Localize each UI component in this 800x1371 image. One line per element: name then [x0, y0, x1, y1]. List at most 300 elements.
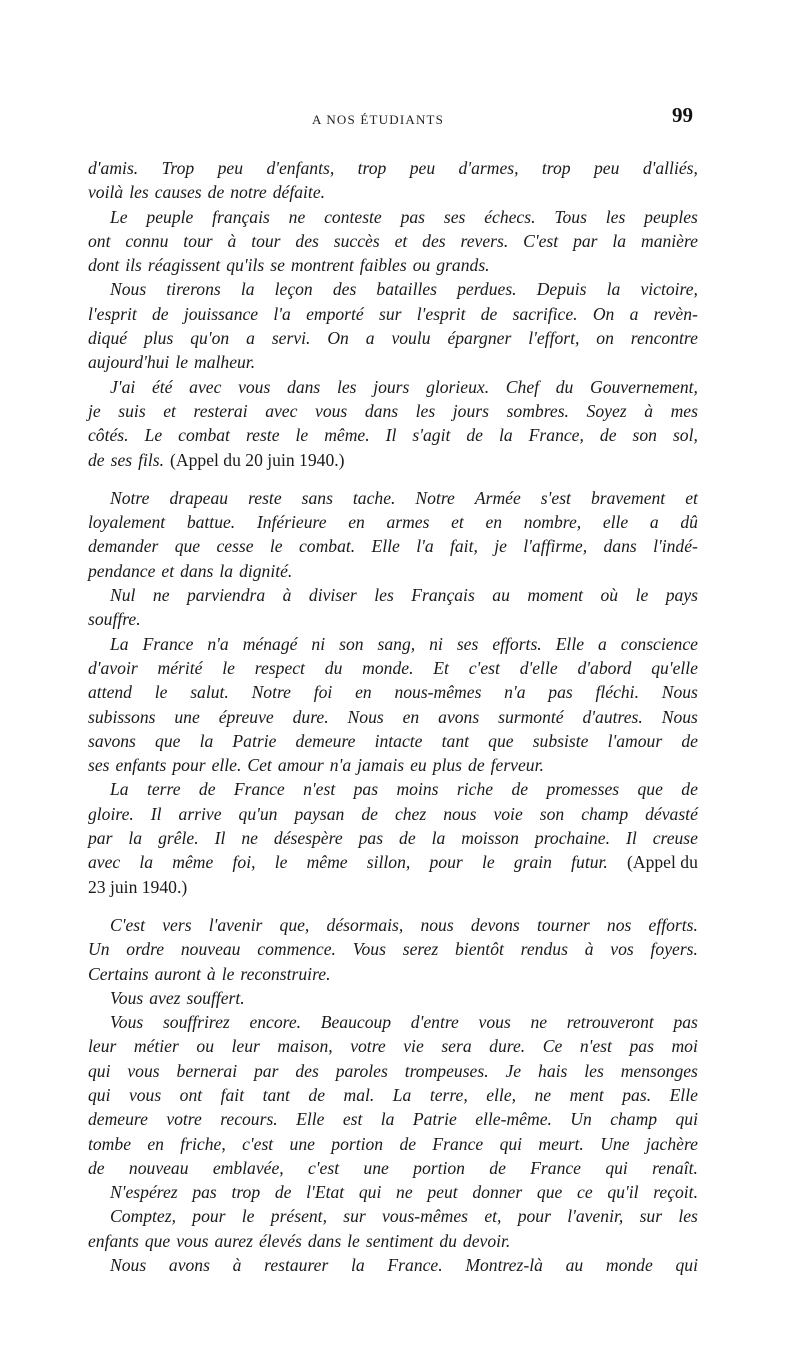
word: je — [494, 536, 507, 557]
word: prochaine. — [534, 828, 610, 849]
word: de — [399, 828, 416, 849]
word: pour — [172, 755, 206, 776]
word: désespère — [273, 828, 343, 849]
word: conscience — [620, 633, 698, 654]
word: voulu — [391, 328, 431, 349]
word: portion — [413, 1157, 465, 1178]
word: pas — [358, 828, 384, 849]
word: emblavée, — [212, 1157, 284, 1178]
citation: (Appel du 20 juin 1940.) — [170, 449, 345, 470]
word: terre — [146, 779, 181, 800]
word: votre — [166, 1109, 202, 1130]
word: efforts. — [648, 914, 698, 935]
word: La — [110, 633, 129, 654]
word: ni — [311, 633, 326, 654]
word: fils. — [138, 449, 165, 470]
word: l'a — [416, 536, 434, 557]
word: demander — [88, 536, 159, 557]
word: perdues. — [457, 279, 517, 300]
word: batailles — [376, 279, 438, 300]
text-line — [88, 1083, 698, 1107]
word: elle, — [486, 1084, 517, 1105]
word: l'indé- — [653, 536, 698, 557]
word: devons — [470, 914, 520, 935]
word: mensonges — [620, 1060, 698, 1081]
word: échecs. — [484, 206, 536, 227]
word: connu — [125, 230, 169, 251]
word: de — [308, 1084, 326, 1105]
word: arrive — [178, 803, 222, 824]
text-line — [88, 448, 698, 472]
text-line — [88, 510, 698, 534]
word: foi — [313, 682, 333, 703]
word: nombre, — [523, 512, 582, 533]
word: revèn- — [653, 303, 698, 324]
word: souffrirez — [162, 1012, 230, 1033]
word: J'ai — [110, 376, 136, 397]
body-text — [88, 156, 698, 1277]
word: et, — [484, 1206, 502, 1227]
word: a — [649, 512, 659, 533]
word: ont — [88, 230, 111, 251]
word: sur — [639, 1206, 663, 1227]
word: malheur. — [194, 352, 256, 373]
word: ne — [288, 206, 306, 227]
word: cesse — [216, 536, 254, 557]
word: sang, — [377, 633, 416, 654]
word: l'esprit — [88, 303, 137, 324]
word: foyers. — [650, 939, 698, 960]
word: tombe — [88, 1133, 131, 1154]
word: je — [88, 400, 101, 421]
word: d'enfants, — [266, 158, 335, 178]
word: sentiment — [365, 1230, 434, 1251]
word: combat — [178, 425, 230, 446]
word: des — [422, 230, 446, 251]
word: ils — [125, 255, 142, 276]
word: le — [269, 536, 283, 557]
word: du — [324, 657, 343, 678]
word: le — [154, 682, 168, 703]
word: c'est — [468, 657, 500, 678]
word: par — [88, 828, 113, 849]
word: d'autres. — [582, 706, 643, 727]
word: reste — [245, 425, 280, 446]
word: conteste — [324, 206, 382, 227]
word: chez — [394, 803, 427, 824]
word: avec — [265, 400, 298, 421]
word: demeure — [295, 730, 356, 751]
word: une — [363, 1157, 389, 1178]
word: même — [306, 852, 348, 873]
word: tour — [251, 230, 281, 251]
word: de — [681, 730, 698, 751]
word: les — [605, 206, 626, 227]
word: nouveau — [180, 939, 241, 960]
text-line — [88, 826, 698, 850]
text-line — [88, 986, 698, 1010]
word: jouissance — [183, 303, 259, 324]
word: la — [199, 730, 214, 751]
word: l'avenir, — [567, 1206, 624, 1227]
word: maison, — [277, 1036, 333, 1057]
word: pas — [673, 1012, 698, 1033]
word: son — [632, 425, 657, 446]
word: Nous — [347, 706, 384, 727]
word: que — [488, 730, 514, 751]
word: loyalement — [88, 512, 166, 533]
word: On — [327, 328, 349, 349]
word: une — [174, 706, 200, 727]
word: Nous — [661, 706, 698, 727]
word: de — [361, 803, 378, 824]
word: avons — [438, 706, 480, 727]
word: dont — [88, 255, 120, 276]
word: et — [685, 487, 698, 508]
word: peuples — [644, 206, 698, 227]
text-line — [88, 1180, 698, 1204]
text-line — [88, 962, 698, 986]
text-line — [88, 302, 698, 326]
word: grain — [513, 852, 552, 873]
word: recours. — [220, 1109, 278, 1130]
text-line — [88, 1010, 698, 1034]
word: Patrie — [232, 730, 277, 751]
text-line — [88, 229, 698, 253]
word: votre — [350, 1036, 386, 1057]
word: Un — [570, 1109, 592, 1130]
citation: (Appel du — [627, 852, 698, 873]
word: Inférieure — [256, 512, 327, 533]
word: la — [128, 828, 143, 849]
text-line — [88, 607, 698, 631]
word: moi — [671, 1036, 698, 1057]
word: ne — [396, 1182, 413, 1203]
word: d'elle — [519, 657, 558, 678]
word: emporté — [306, 303, 364, 324]
word: plus — [432, 755, 463, 776]
word: même — [172, 852, 214, 873]
word: la — [431, 828, 446, 849]
word: monde. — [362, 657, 414, 678]
word: pour — [517, 1206, 551, 1227]
word: les — [336, 376, 357, 397]
word: jours — [373, 376, 410, 397]
word: peuple — [146, 206, 194, 227]
word: sol, — [672, 425, 698, 446]
word: France — [233, 779, 285, 800]
word: tant — [262, 1084, 290, 1105]
word: trop — [541, 158, 571, 178]
word: causes — [154, 182, 202, 203]
word: ment — [569, 1084, 604, 1105]
word: restaurer — [264, 1255, 329, 1276]
word: l'amour — [607, 730, 663, 751]
word: d'abord — [577, 657, 632, 678]
word: sur — [378, 303, 402, 324]
citation: 23 juin 1940.) — [88, 876, 188, 897]
word: pas — [353, 779, 379, 800]
word: de — [198, 779, 216, 800]
word: dû — [680, 512, 698, 533]
word: élevés — [258, 1230, 302, 1251]
word: demeure — [88, 1109, 148, 1130]
word: Trop — [161, 158, 195, 178]
word: en — [485, 512, 503, 533]
word: futur. — [571, 852, 608, 873]
word: plus — [144, 328, 174, 349]
word: reconstruire. — [240, 963, 331, 984]
word: vous — [176, 1230, 209, 1251]
word: n'a — [329, 755, 352, 776]
word: ne — [241, 828, 258, 849]
word: Nous — [110, 1255, 147, 1276]
word: ne — [534, 1084, 552, 1105]
word: ses — [88, 755, 110, 776]
word: N'espérez — [110, 1182, 178, 1203]
word: ménagé — [242, 633, 298, 654]
text-line — [88, 534, 698, 558]
word: pas — [400, 206, 426, 227]
word: qu'il — [607, 1182, 639, 1203]
word: et — [451, 512, 464, 533]
word: de — [511, 779, 529, 800]
word: moment — [527, 585, 584, 606]
word: subissons — [88, 706, 156, 727]
word: avec — [88, 852, 121, 873]
word: ses — [456, 633, 479, 654]
word: tache. — [352, 487, 396, 508]
word: hais — [538, 1060, 568, 1081]
word: Il — [150, 803, 162, 824]
word: attend — [88, 682, 132, 703]
word: peut — [427, 1182, 458, 1203]
word: meurt. — [538, 1133, 584, 1154]
text-line — [88, 1204, 698, 1228]
word: champ — [581, 803, 629, 824]
text-line — [88, 937, 698, 961]
word: que — [637, 779, 663, 800]
word: l'affirme, — [523, 536, 588, 557]
word: nouveau — [128, 1157, 189, 1178]
word: des — [295, 230, 319, 251]
word: vous — [238, 376, 271, 397]
word: tour — [183, 230, 213, 251]
word: Vous — [352, 939, 386, 960]
text-line — [88, 375, 698, 399]
word: sur — [343, 1206, 366, 1227]
word: son — [539, 803, 565, 824]
word: rendus — [520, 939, 568, 960]
word: en — [355, 682, 372, 703]
word: n'a — [207, 633, 229, 654]
word: Patrie — [412, 1109, 457, 1130]
word: savons — [88, 730, 136, 751]
word: Elle — [296, 1109, 325, 1130]
word: vous — [127, 1060, 160, 1081]
word: français — [212, 206, 270, 227]
word: Certains — [88, 963, 149, 984]
word: et — [163, 400, 176, 421]
word: à — [232, 1255, 242, 1276]
word: la — [612, 230, 627, 251]
text-line — [88, 705, 698, 729]
word: auront — [154, 963, 201, 984]
word: d'amis. — [88, 158, 139, 178]
word: de — [681, 779, 698, 800]
page-number: 99 — [672, 103, 693, 127]
word: dure. — [489, 1036, 526, 1057]
word: du — [439, 1230, 457, 1251]
word: par — [573, 230, 598, 251]
word: creuse — [652, 828, 698, 849]
word: battue. — [186, 512, 236, 533]
text-line — [88, 423, 698, 447]
text-line — [88, 680, 698, 704]
word: victoire, — [640, 279, 698, 300]
word: le — [481, 852, 495, 873]
word: dans — [603, 536, 637, 557]
word: dignité. — [239, 560, 293, 581]
word: voie — [493, 803, 523, 824]
word: notre — [230, 182, 267, 203]
word: le — [274, 852, 288, 873]
word: le — [175, 352, 189, 373]
word: eu — [410, 755, 427, 776]
word: de — [489, 1157, 506, 1178]
word: se — [270, 255, 285, 276]
word: à — [227, 230, 237, 251]
word: épreuve — [218, 706, 274, 727]
word: l'a — [273, 303, 291, 324]
word: Vous — [110, 1012, 144, 1033]
text-line — [88, 277, 698, 301]
word: des — [332, 279, 357, 300]
word: salut. — [190, 682, 229, 703]
word: Depuis — [536, 279, 587, 300]
word: pas — [548, 682, 573, 703]
word: Elle — [555, 633, 585, 654]
word: qui — [88, 1084, 111, 1105]
word: le — [635, 585, 649, 606]
text-line — [88, 913, 698, 937]
word: faibles — [359, 255, 407, 276]
word: France. — [387, 1255, 443, 1276]
word: qui — [675, 1109, 698, 1130]
word: qu'un — [238, 803, 278, 824]
word: ou — [412, 255, 431, 276]
word: respect — [254, 657, 305, 678]
word: c'est — [307, 1157, 340, 1178]
word: en — [402, 706, 420, 727]
word: peu — [217, 158, 244, 178]
word: pas. — [622, 1084, 652, 1105]
word: efforts. — [492, 633, 542, 654]
word: que — [155, 730, 181, 751]
word: fléchi. — [595, 682, 639, 703]
running-head: A NOS ÉTUDIANTS — [312, 112, 445, 127]
word: pas — [192, 1182, 217, 1203]
word: reçoit. — [653, 1182, 698, 1203]
word: a — [246, 328, 255, 349]
word: ordre — [126, 939, 165, 960]
word: qui — [499, 1133, 523, 1154]
word: serez — [402, 939, 439, 960]
word: l'avenir — [208, 914, 263, 935]
word: On — [592, 303, 615, 324]
word: de — [88, 449, 105, 470]
word: jamais — [357, 755, 405, 776]
text-line — [88, 777, 698, 801]
word: avez — [149, 987, 181, 1008]
word: la — [139, 852, 154, 873]
word: trop — [357, 158, 387, 178]
word: tant — [441, 730, 470, 751]
word: le — [241, 1206, 255, 1227]
word: la — [219, 560, 234, 581]
word: C'est — [110, 914, 146, 935]
word: la — [351, 1255, 365, 1276]
word: parviendra — [186, 585, 266, 606]
text-line — [88, 559, 698, 583]
word: par — [254, 1060, 279, 1081]
word: riche — [456, 779, 494, 800]
text-line — [88, 1059, 698, 1083]
word: dure. — [292, 706, 329, 727]
word: Il — [214, 828, 226, 849]
text-line — [88, 802, 698, 826]
word: leçon — [274, 279, 313, 300]
text-line — [88, 632, 698, 656]
word: été — [151, 376, 173, 397]
word: renaît. — [652, 1157, 698, 1178]
word: donner — [472, 1182, 523, 1203]
word: nos — [606, 914, 632, 935]
word: bravement — [590, 487, 666, 508]
word: l'Etat — [306, 1182, 345, 1203]
word: où — [600, 585, 619, 606]
word: intacte — [374, 730, 423, 751]
word: les — [678, 1206, 698, 1227]
word: C'est — [523, 230, 559, 251]
word: La — [392, 1084, 412, 1105]
word: mal. — [343, 1084, 375, 1105]
word: sombres. — [506, 400, 569, 421]
word: vos — [610, 939, 634, 960]
word: sera — [441, 1036, 472, 1057]
word: Cet — [247, 755, 272, 776]
word: la — [380, 1109, 395, 1130]
word: armes — [386, 512, 430, 533]
word: trompeuses. — [404, 1060, 489, 1081]
word: et — [394, 230, 408, 251]
word: Il — [625, 828, 637, 849]
word: Je — [505, 1060, 522, 1081]
word: métier — [133, 1036, 179, 1057]
text-line — [88, 656, 698, 680]
word: au — [492, 585, 510, 606]
word: leur — [88, 1036, 117, 1057]
text-line — [88, 875, 698, 899]
word: ont — [179, 1084, 203, 1105]
word: on — [596, 328, 614, 349]
word: est — [342, 1109, 363, 1130]
word: bernerai — [176, 1060, 238, 1081]
word: diqué — [88, 328, 128, 349]
text-line — [88, 1107, 698, 1131]
word: Le — [144, 425, 163, 446]
word: souffre. — [88, 609, 141, 630]
